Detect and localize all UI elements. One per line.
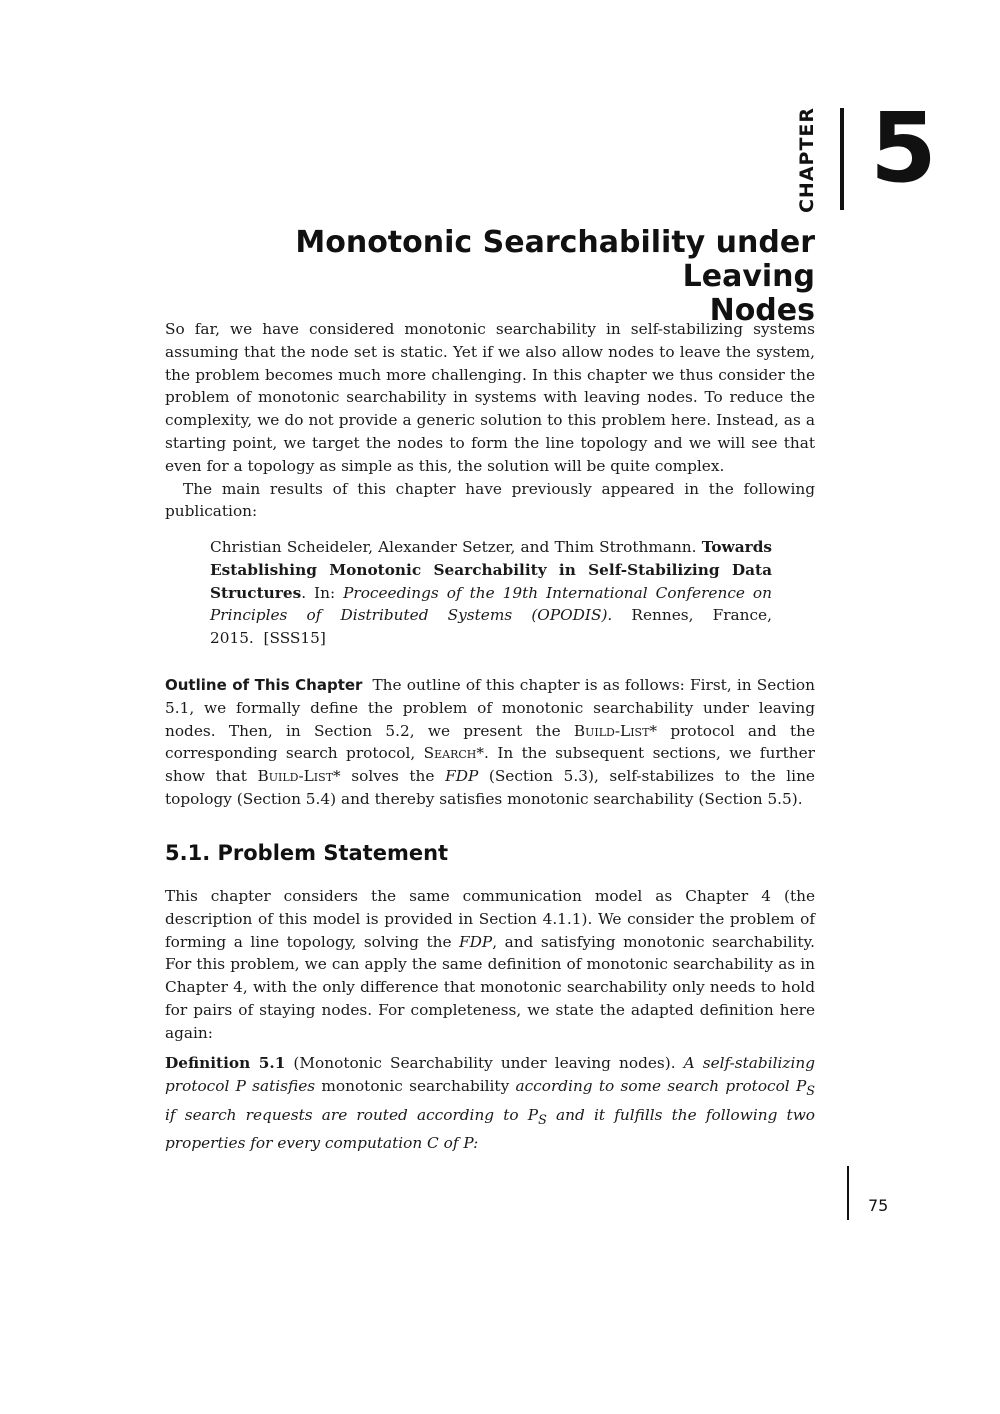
definition-term: monotonic searchability bbox=[321, 1076, 510, 1095]
publication-venue: Proceedings of the 19th International Conference on Principles of Distributed Systems (OPODIS). bbox=[210, 583, 772, 625]
definition-block: Definition 5.1 (Monotonic Searchability under leaving nodes). A self-stabilizing protocol P satisfies monotonic searchability according to some search protocol $P_S$ if search requests are routed according to $P_S$ and it fulfills the following two properties for every computation C of P: bbox=[165, 1054, 816, 1153]
intro-paragraph-1: So far, we have considered monotonic searchability in self-stabilizing systems assuming that the node set is static. Yet if we also allow nodes to leave the system, the problem becomes much more challenging. In this chapter we thus consider the problem of monotonic searchability in systems with leaving nodes. To reduce the complexity, we do not provide a generic solution to this problem here. Instead, as a starting point, we target the nodes to form the line topology and we will see that even for a topology as simple as this, the solution will be quite complex. bbox=[165, 320, 815, 475]
outline-paragraph: Outline of This Chapter The outline of this chapter is as follows: First, in Section 5.1, we formally define the problem of monotonic searchability under leaving nodes. Then, in Section 5.2, we present the Build-List* protocol and the corresponding search protocol, Search*. In the subsequent sections, we further show that Build-List* solves the FDP (Section 5.3), self-stabilizes to the line topology (Section 5.4) and thereby satisfies monotonic searchability (Section 5.5). bbox=[165, 676, 815, 808]
section-paragraph: This chapter considers the same communication model as Chapter 4 (the description of this model is provided in Section 4.1.1). We consider the problem of forming a line topology, solving the FDP, and satisfying monotonic searchability. For this problem, we can apply the same definition of monotonic searchability as in Chapter 4, with the only difference that monotonic searchability only needs to hold for pairs of staying nodes. For completeness, we state the adapted definition here again: bbox=[165, 887, 815, 1042]
section-number: 5.1. bbox=[165, 841, 211, 865]
definition-label: Definition 5.1 bbox=[165, 1054, 286, 1072]
build-list-protocol-2: Build-List bbox=[257, 767, 334, 786]
chapter-label: CHAPTER bbox=[796, 106, 818, 214]
intro-paragraph-2: The main results of this chapter have previously appeared in the following publication: bbox=[165, 479, 815, 521]
intro-text bbox=[165, 318, 815, 523]
publication-reference bbox=[210, 536, 772, 650]
chapter-title-line1: Monotonic Searchability under Leaving bbox=[295, 225, 815, 294]
publication-location: Rennes, France, 2015. bbox=[210, 606, 772, 648]
chapter-number: 5 bbox=[870, 92, 937, 204]
build-list-protocol: Build-List bbox=[573, 721, 650, 740]
chapter-title-line2: Nodes bbox=[709, 293, 815, 328]
publication-title: Towards Establishing Monotonic Searchability in Self-Stabilizing Data Structures bbox=[210, 538, 772, 602]
chapter-rule bbox=[840, 108, 844, 210]
fdp-term-2: FDP bbox=[459, 932, 493, 951]
page-number: 75 bbox=[868, 1196, 889, 1215]
fdp-term: FDP bbox=[445, 767, 479, 786]
outline-heading: Outline of This Chapter bbox=[165, 676, 363, 694]
publication-authors: Christian Scheideler, Alexander Setzer, and Thim Strothmann. bbox=[210, 538, 697, 556]
definition-name: (Monotonic Searchability under leaving nodes). bbox=[293, 1054, 676, 1072]
search-protocol: Search bbox=[423, 744, 477, 763]
publication-in: . In: bbox=[301, 583, 344, 602]
page-number-rule bbox=[847, 1166, 849, 1220]
chapter-title bbox=[165, 226, 815, 328]
section-heading bbox=[165, 838, 448, 868]
section-title: Problem Statement bbox=[217, 841, 449, 865]
publication-cite-key: [SSS15] bbox=[263, 629, 326, 648]
